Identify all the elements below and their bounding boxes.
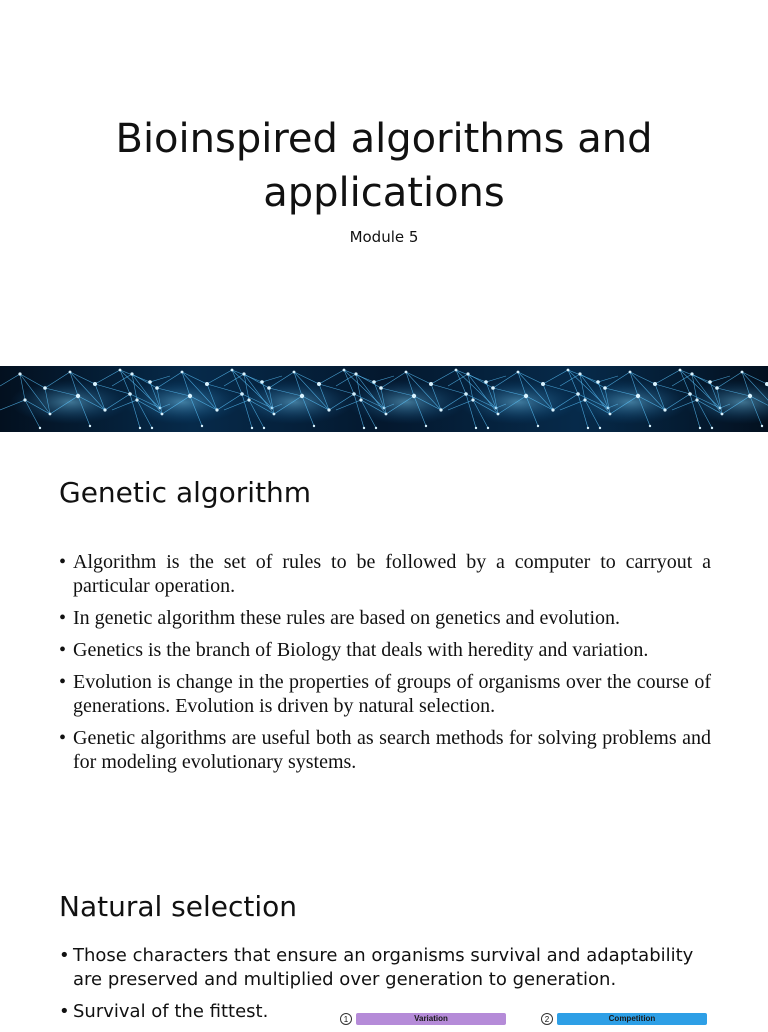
step-label: Competition	[557, 1013, 707, 1025]
list-item	[59, 550, 711, 598]
slide-subtitle: Module 5	[349, 228, 419, 246]
step-number-badge: 1	[340, 1013, 352, 1025]
bullet-text: Those characters that ensure an organisms survival and adaptability are preserved and multiplied over generation to generation.	[73, 945, 694, 990]
slide-title-line-2: applications	[263, 170, 505, 216]
natural-selection-heading: Natural selection	[59, 890, 298, 923]
bullet-text: In genetic algorithm these rules are based on genetics and evolution.	[73, 607, 621, 629]
slide-title	[0, 112, 768, 220]
bullet-dot: •	[59, 671, 67, 693]
bullet-dot: •	[59, 551, 67, 573]
bullet-dot: •	[59, 1001, 70, 1022]
slide-title-line-1: Bioinspired algorithms and	[115, 116, 653, 162]
bullet-text: Algorithm is the set of rules to be followed by a computer to carryout a particular operation.	[73, 551, 711, 597]
bullet-dot: •	[59, 607, 67, 629]
step-label: Variation	[356, 1013, 506, 1025]
bullet-text: Survival of the fittest.	[73, 1001, 269, 1022]
variation-step	[340, 1013, 506, 1025]
bullet-text: Genetic algorithms are useful both as search methods for solving problems and for modeling evolutionary systems.	[73, 727, 711, 773]
genetic-algorithm-bullet-list	[59, 550, 711, 782]
list-item	[59, 606, 711, 630]
genetic-algorithm-heading: Genetic algorithm	[59, 476, 312, 509]
bullet-dot: •	[59, 945, 70, 966]
competition-step	[541, 1013, 707, 1025]
list-item	[59, 726, 711, 774]
step-number-badge: 2	[541, 1013, 553, 1025]
bullet-dot: •	[59, 727, 67, 749]
bullet-text: Genetics is the branch of Biology that deals with heredity and variation.	[73, 639, 649, 661]
bullet-dot: •	[59, 639, 67, 661]
network-banner-image	[0, 366, 768, 432]
list-item	[59, 670, 711, 718]
list-item	[59, 944, 719, 992]
bullet-text: Evolution is change in the properties of groups of organisms over the course of generations. Evolution is driven by natural selection.	[73, 671, 711, 717]
list-item	[59, 638, 711, 662]
network-pattern	[0, 366, 768, 432]
